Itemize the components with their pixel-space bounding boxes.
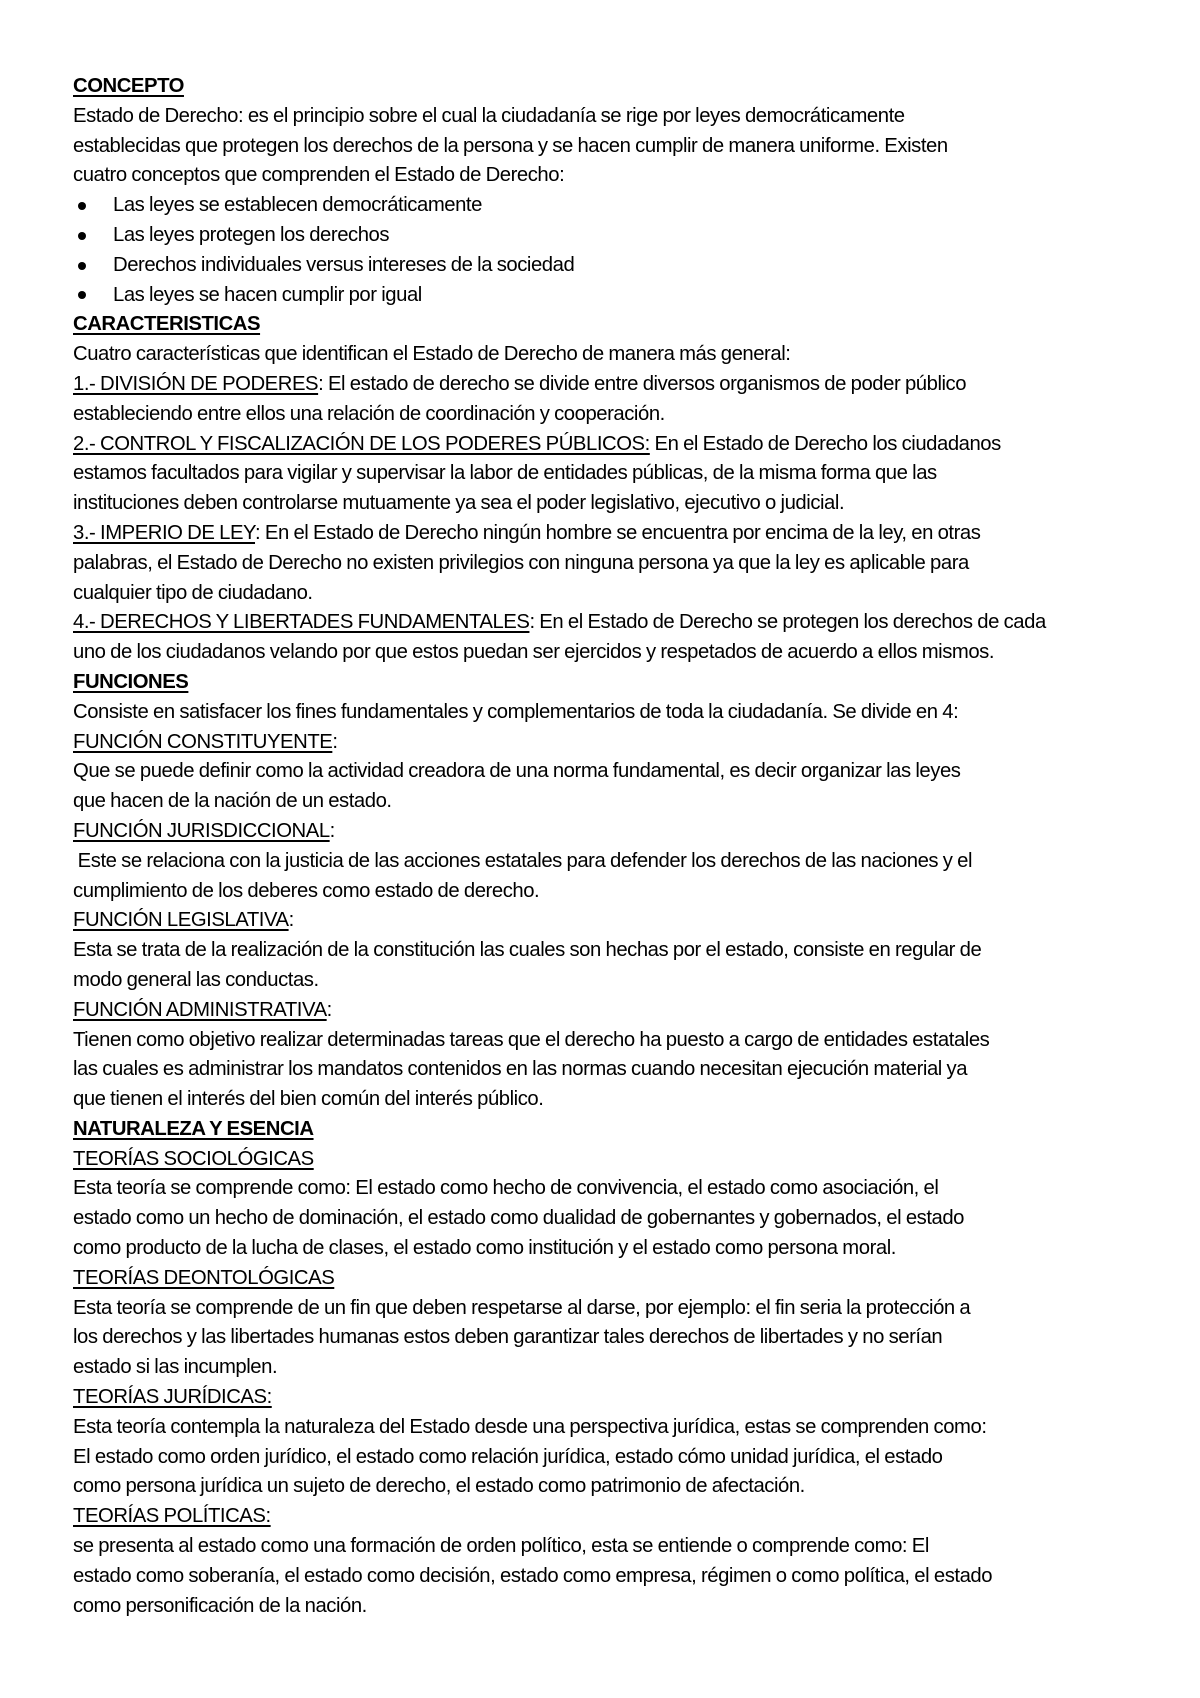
paragraph-line: como persona jurídica un sujeto de derecho, el estado como patrimonio de afectación. bbox=[73, 1475, 805, 1498]
heading-text: CONCEPTO bbox=[73, 75, 184, 97]
function-label: FUNCIÓN CONSTITUYENTE bbox=[73, 730, 333, 753]
paragraph-line: que tienen el interés del bien común del interés público. bbox=[73, 1088, 544, 1111]
theory-heading bbox=[73, 1383, 1143, 1413]
paragraph-line: se presenta al estado como una formación de orden político, esta se entiende o comprende como: El bbox=[73, 1535, 929, 1558]
item-label: 2.- CONTROL Y FISCALIZACIÓN DE LOS PODERES PÚBLICOS: bbox=[73, 432, 650, 455]
paragraph-line: Esta teoría se comprende como: El estado como hecho de convivencia, el estado como asociación, el bbox=[73, 1177, 939, 1200]
function-heading bbox=[73, 817, 1143, 847]
item-text: : El estado de derecho se divide entre diversos organismos de poder público bbox=[318, 372, 967, 395]
bullet-item bbox=[73, 251, 1143, 281]
item-label: 4.- DERECHOS Y LIBERTADES FUNDAMENTALES bbox=[73, 611, 530, 634]
paragraph-line: Que se puede definir como la actividad creadora de una norma fundamental, es decir organizar las leyes bbox=[73, 760, 961, 783]
theory-heading bbox=[73, 1502, 1143, 1532]
characteristic-item-2 bbox=[73, 430, 1143, 460]
bullet-text: Las leyes se establecen democráticamente bbox=[113, 194, 482, 217]
paragraph-line: Estado de Derecho: es el principio sobre el cual la ciudadanía se rige por leyes democráticamente bbox=[73, 104, 905, 127]
theory-label: TEORÍAS POLÍTICAS: bbox=[73, 1505, 271, 1528]
bullet-item bbox=[73, 221, 1143, 251]
paragraph-line: Esta teoría contempla la naturaleza del Estado desde una perspectiva jurídica, estas se comprenden como: bbox=[73, 1415, 987, 1438]
paragraph-line: estado como un hecho de dominación, el estado como dualidad de gobernantes y gobernados, el estado bbox=[73, 1207, 965, 1230]
heading-text: NATURALEZA Y ESENCIA bbox=[73, 1117, 314, 1140]
paragraph-line: cualquier tipo de ciudadano. bbox=[73, 581, 313, 604]
bullet-item bbox=[73, 281, 1143, 311]
paragraph-line: estado como soberanía, el estado como decisión, estado como empresa, régimen o como política, el estado bbox=[73, 1564, 993, 1587]
document-page bbox=[73, 72, 1143, 1621]
function-label: FUNCIÓN JURISDICCIONAL bbox=[73, 819, 330, 842]
function-heading bbox=[73, 728, 1143, 758]
bullet-text: Las leyes se hacen cumplir por igual bbox=[113, 283, 422, 306]
paragraph-line: Esta teoría se comprende de un fin que deben respetarse al darse, por ejemplo: el fin seria la protección a bbox=[73, 1296, 971, 1319]
paragraph-line: que hacen de la nación de un estado. bbox=[73, 790, 392, 813]
heading-text: FUNCIONES bbox=[73, 670, 189, 693]
characteristic-item-4 bbox=[73, 608, 1143, 638]
paragraph-line: modo general las conductas. bbox=[73, 968, 319, 991]
function-heading bbox=[73, 906, 1143, 936]
paragraph-line: palabras, el Estado de Derecho no existen privilegios con ninguna persona ya que la ley es aplicable para bbox=[73, 551, 969, 574]
section-heading-concepto bbox=[73, 72, 1143, 102]
item-label: 1.- DIVISIÓN DE PODERES bbox=[73, 372, 319, 395]
section-heading-funciones bbox=[73, 668, 1143, 698]
function-label: FUNCIÓN LEGISLATIVA bbox=[73, 909, 289, 932]
heading-text: CARACTERISTICAS bbox=[73, 313, 261, 336]
paragraph-line: las cuales es administrar los mandatos contenidos en las normas cuando necesitan ejecución material ya bbox=[73, 1058, 968, 1081]
bullet-text: Las leyes protegen los derechos bbox=[113, 223, 390, 246]
bullet-icon bbox=[78, 232, 86, 240]
paragraph-line: estado si las incumplen. bbox=[73, 1356, 278, 1379]
paragraph-line: Este se relaciona con la justicia de las acciones estatales para defender los derechos de las naciones y el bbox=[73, 849, 973, 872]
function-label: FUNCIÓN ADMINISTRATIVA bbox=[73, 998, 327, 1021]
characteristic-item-1 bbox=[73, 370, 1143, 400]
paragraph-line: estamos facultados para vigilar y supervisar la labor de entidades públicas, de la misma forma que las bbox=[73, 462, 937, 485]
bullet-icon bbox=[78, 262, 86, 270]
paragraph-line: cumplimiento de los deberes como estado de derecho. bbox=[73, 879, 540, 902]
paragraph-line: El estado como orden jurídico, el estado como relación jurídica, estado cómo unidad jurídica, el estado bbox=[73, 1445, 943, 1468]
bullet-icon bbox=[78, 202, 86, 210]
item-text: : En el Estado de Derecho ningún hombre se encuentra por encima de la ley, en otras bbox=[255, 521, 981, 544]
paragraph-line: Tienen como objetivo realizar determinadas tareas que el derecho ha puesto a cargo de entidades estatales bbox=[73, 1028, 990, 1051]
paragraph-line: cuatro conceptos que comprenden el Estado de Derecho: bbox=[73, 164, 565, 187]
item-text: : En el Estado de Derecho se protegen los derechos de cada bbox=[529, 611, 1046, 634]
theory-heading bbox=[73, 1264, 1143, 1294]
paragraph-line: como producto de la lucha de clases, el estado como institución y el estado como persona moral. bbox=[73, 1237, 896, 1260]
theory-label: TEORÍAS DEONTOLÓGICAS bbox=[73, 1266, 335, 1289]
function-suffix: : bbox=[288, 909, 294, 932]
theory-heading bbox=[73, 1145, 1143, 1175]
function-suffix: : bbox=[329, 819, 335, 842]
paragraph-line: como personificación de la nación. bbox=[73, 1594, 367, 1617]
paragraph-line: establecidas que protegen los derechos de la persona y se hacen cumplir de manera uniforme. Existen bbox=[73, 134, 948, 157]
section-heading-naturaleza bbox=[73, 1115, 1143, 1145]
paragraph-line: Consiste en satisfacer los fines fundamentales y complementarios de toda la ciudadanía. Se divide en 4: bbox=[73, 700, 959, 723]
function-suffix: : bbox=[326, 998, 332, 1021]
bullet-text: Derechos individuales versus intereses de la sociedad bbox=[113, 253, 575, 276]
function-heading bbox=[73, 996, 1143, 1026]
bullet-icon bbox=[78, 291, 86, 299]
section-heading-caracteristicas bbox=[73, 310, 1143, 340]
theory-label: TEORÍAS SOCIOLÓGICAS bbox=[73, 1147, 314, 1170]
paragraph-line: Esta se trata de la realización de la constitución las cuales son hechas por el estado, consiste en regular de bbox=[73, 939, 982, 962]
bullet-item bbox=[73, 191, 1143, 221]
paragraph-line: instituciones deben controlarse mutuamente ya sea el poder legislativo, ejecutivo o judicial. bbox=[73, 492, 845, 515]
characteristic-item-3 bbox=[73, 519, 1143, 549]
paragraph-line: estableciendo entre ellos una relación de coordinación y cooperación. bbox=[73, 402, 665, 425]
paragraph-line: Cuatro características que identifican el Estado de Derecho de manera más general: bbox=[73, 343, 791, 366]
theory-label: TEORÍAS JURÍDICAS: bbox=[73, 1386, 272, 1409]
item-text: En el Estado de Derecho los ciudadanos bbox=[649, 432, 1001, 455]
function-suffix: : bbox=[332, 730, 338, 753]
item-label: 3.- IMPERIO DE LEY bbox=[73, 521, 256, 544]
paragraph-line: los derechos y las libertades humanas estos deben garantizar tales derechos de libertades y no serían bbox=[73, 1326, 943, 1349]
paragraph-line: uno de los ciudadanos velando por que estos puedan ser ejercidos y respetados de acuerdo a ellos mismos. bbox=[73, 641, 995, 664]
